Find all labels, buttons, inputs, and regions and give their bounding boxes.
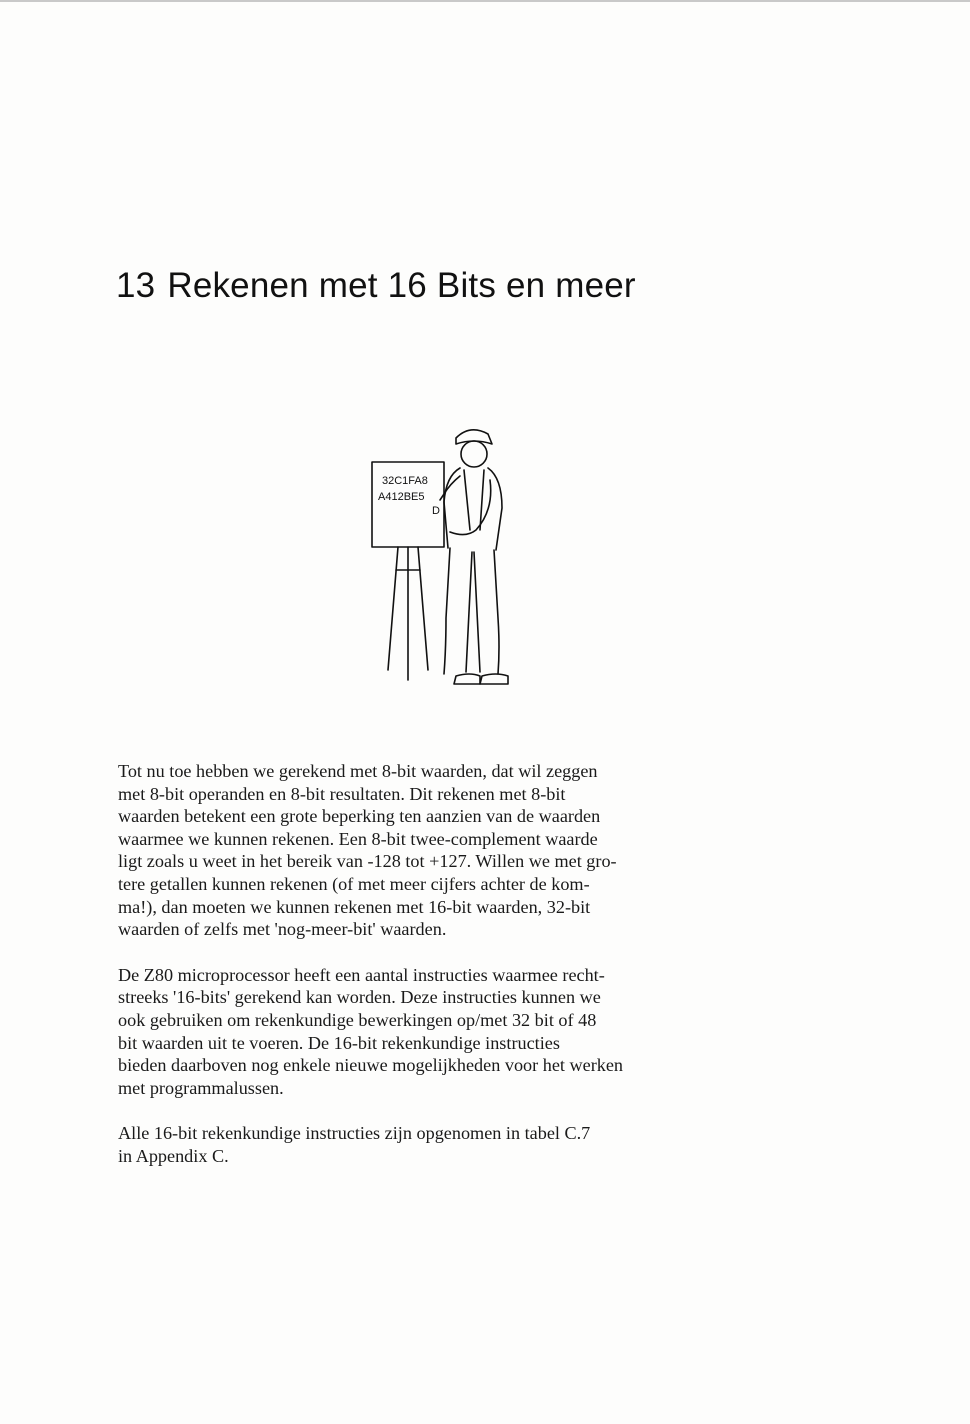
text-line: waarden of zelfs met 'nog-meer-bit' waarden. <box>118 919 447 940</box>
text-line: ligt zoals u weet in het bereik van -128 tot +127. Willen we met gro- <box>118 851 617 872</box>
paragraph-appendix <box>118 1122 858 1167</box>
text-line: Alle 16-bit rekenkundige instructies zijn opgenomen in tabel C.7 <box>118 1123 591 1144</box>
text-line: bieden daarboven nog enkele nieuwe mogelijkheden voor het werken <box>118 1055 624 1076</box>
text-line: bit waarden uit te voeren. De 16-bit rekenkundige instructies <box>118 1032 560 1053</box>
text-line: ma!), dan moeten we kunnen rekenen met 16-bit waarden, 32-bit <box>118 896 591 917</box>
chapter-heading <box>116 266 636 306</box>
board-line-2: A412BE5 <box>378 491 425 503</box>
text-line: in Appendix C. <box>118 1145 229 1166</box>
paragraph-z80 <box>118 964 858 1100</box>
text-line: waarden betekent een grote beperking ten aanzien van de waarden <box>118 806 601 827</box>
text-line: ook gebruiken om rekenkundige bewerkingen op/met 32 bit of 48 <box>118 1009 597 1030</box>
man-at-easel-illustration <box>360 420 540 690</box>
board-line-1: 32C1FA8 <box>382 475 428 487</box>
text-line: met 8-bit operanden en 8-bit resultaten. Dit rekenen met 8-bit <box>118 783 566 804</box>
chapter-body <box>118 760 858 1191</box>
text-line: waarmee we kunnen rekenen. Een 8-bit twee-complement waarde <box>118 828 598 849</box>
paragraph-intro <box>118 760 858 941</box>
text-line: met programmalussen. <box>118 1077 284 1098</box>
text-line: De Z80 microprocessor heeft een aantal instructies waarmee recht- <box>118 964 605 985</box>
text-line: tere getallen kunnen rekenen (of met meer cijfers achter de kom- <box>118 873 590 894</box>
board-line-3: D <box>432 505 440 517</box>
chapter-title: Rekenen met 16 Bits en meer <box>167 266 636 305</box>
chapter-number: 13 <box>116 266 156 305</box>
text-line: Tot nu toe hebben we gerekend met 8-bit waarden, dat wil zeggen <box>118 761 598 781</box>
page-top-edge <box>0 0 970 2</box>
text-line: streeks '16-bits' gerekend kan worden. Deze instructies kunnen we <box>118 987 601 1008</box>
